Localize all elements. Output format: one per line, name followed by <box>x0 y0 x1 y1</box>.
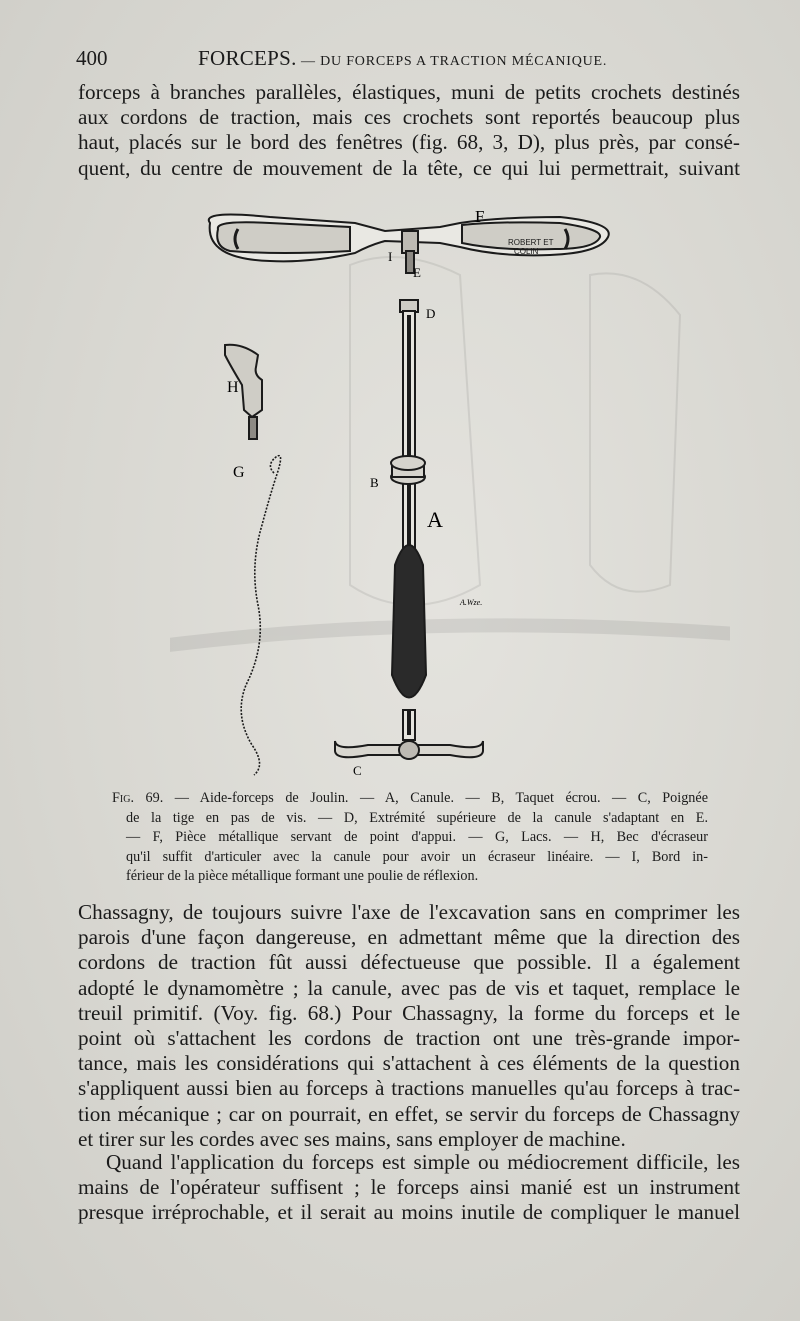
nut-b <box>391 456 425 484</box>
paragraph-top <box>78 80 740 181</box>
label-d: D <box>426 306 436 321</box>
label-g: G <box>233 464 245 481</box>
engraver-signature: A.Wze. <box>460 598 483 607</box>
text-line: Chassagny, de toujours suivre l'axe de l'excavation sans en comprimer les <box>78 900 740 924</box>
label-e: E <box>413 265 421 280</box>
label-f: F <box>475 207 485 226</box>
text-line: haut, placés sur le bord des fenêtres (fig. 68, 3, D), plus près, par consé- <box>78 130 740 155</box>
label-h: H <box>227 379 239 396</box>
figure-label: Fig. 69. <box>112 790 164 806</box>
text-line: tion mécanique ; car on pourrait, en effet, se servir du forceps de Chassagny <box>78 1101 740 1126</box>
caption-line: qu'il suffit d'articuler avec la canule pour avoir un écraseur linéaire. — I, Bord in- <box>126 848 708 865</box>
running-head-sub: — DU FORCEPS A TRACTION MÉCANIQUE. <box>296 54 608 69</box>
page-header <box>76 44 740 74</box>
ghost-background-engraving <box>170 257 730 650</box>
text-line: tance, mais les considérations qui s'attachent à ces éléments de la question <box>78 1051 740 1076</box>
paragraph-middle <box>78 900 740 1152</box>
caption-line: férieur de la pièce métallique formant une poulie de réflexion. <box>126 868 479 885</box>
handle-c <box>335 741 483 759</box>
text-line: cordons de traction fût aussi défectueuse que possible. Il a également <box>78 950 740 975</box>
page-number: 400 <box>76 46 108 70</box>
text-line: adopté le dynamomètre ; la canule, avec pas de vis et taquet, remplace le <box>78 975 740 1000</box>
caption-line: de la tige en pas de vis. — D, Extrémité supérieure de la canule s'adaptant en E. <box>126 809 708 826</box>
running-head-main: FORCEPS. <box>198 46 297 70</box>
figure-caption <box>112 789 708 887</box>
paragraph-bottom <box>78 1150 740 1226</box>
caption-line: — F, Pièce métallique servant de point d'appui. — G, Lacs. — H, Bec d'écraseur <box>126 829 708 846</box>
text-line: treuil primitif. (Voy. fig. 68.) Pour Chassagny, la forme du forceps et le <box>78 1000 740 1025</box>
text-line: presque irréprochable, et il serait au moins inutile de compliquer le manuel <box>78 1200 740 1225</box>
text-line: aux cordons de traction, mais ces crochets sont reportés beaucoup plus <box>78 105 740 130</box>
text-line: forceps à branches parallèles, élastiques, muni de petits crochets destinés <box>78 80 740 104</box>
aide-forceps-engraving <box>170 205 730 790</box>
label-a: A <box>427 507 443 532</box>
maker-stamp-line1: ROBERT ET <box>508 238 554 247</box>
text-line: quent, du centre de mouvement de la tête, ce qui lui permettrait, suivant <box>78 155 740 180</box>
label-b: B <box>370 475 379 490</box>
text-line: et tirer sur les cordes avec ses mains, sans employer de machine. <box>78 1126 626 1151</box>
label-i: I <box>388 249 393 264</box>
text-line: point où s'attachent les cordons de traction ont une très-grande impor- <box>78 1026 740 1051</box>
caption-line: Fig. 69. — Aide-forceps de Joulin. — A, Canule. — B, Taquet écrou. — C, Poignée <box>112 790 708 806</box>
canula-a <box>392 300 426 740</box>
running-head <box>198 46 607 71</box>
maker-stamp-line2: COLIN <box>514 247 539 256</box>
text-line: s'appliquent aussi bien au forceps à tractions manuelles qu'au forceps à trac- <box>78 1076 740 1101</box>
text-line: Quand l'application du forceps est simple ou médiocrement difficile, les <box>106 1150 740 1174</box>
text-line: parois d'une façon dangereuse, en admettant même que la direction des <box>78 925 740 950</box>
text-line: mains de l'opérateur suffisent ; le forceps ainsi manié est un instrument <box>78 1175 740 1200</box>
lace-g <box>241 456 280 775</box>
figure-69-illustration <box>170 205 730 790</box>
label-c: C <box>353 763 362 778</box>
